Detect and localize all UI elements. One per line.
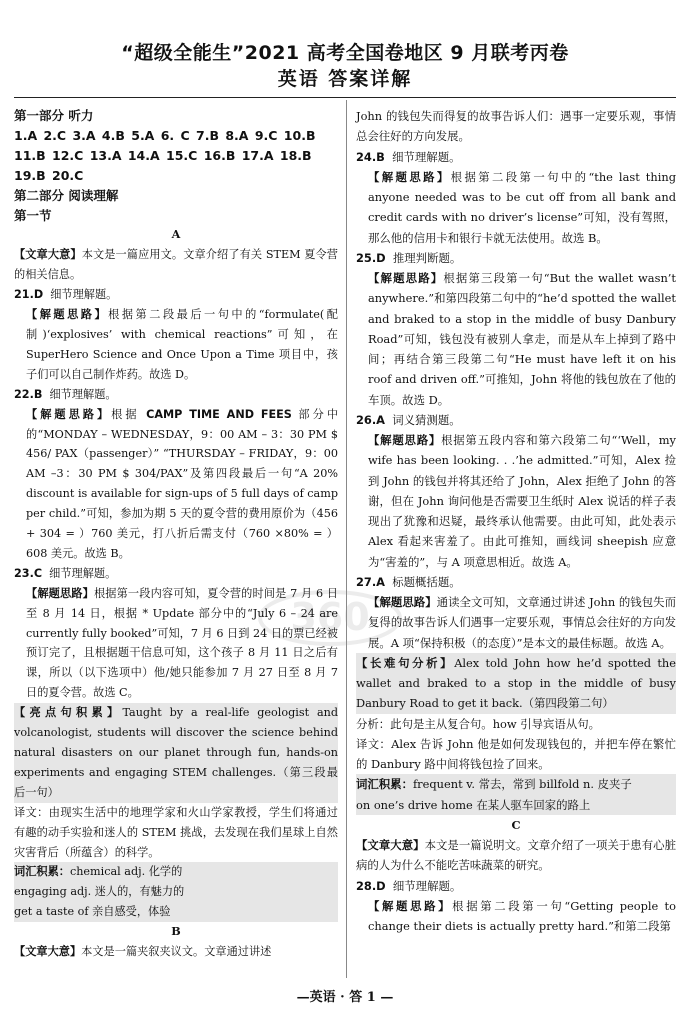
passage-label: C	[511, 817, 521, 832]
vocabulary-item: get a taste of 亲自感受，体验	[14, 905, 171, 919]
explanation-text: 根据第二段第一句中的“the last thing anyone needed was to be cut off from all bank and credit cards with no driver’s license”可知，没有驾照，那么他的信用卡和银行卡就无法使用。故选 B。	[368, 169, 676, 245]
summary-text: 本文是一篇应用文。文章介绍了有关 STEM 夏令营的相关信息。	[14, 248, 338, 282]
answer-row: 11.B 12.C 13.A 14.A 15.C 16.B 17.A 18.B	[14, 147, 312, 163]
long-sentence-paragraph	[356, 653, 676, 714]
question-number: 21.D	[14, 288, 44, 302]
highlight-paragraph	[14, 703, 338, 803]
explanation-tag: 【解题思路】	[368, 433, 442, 447]
long-sentence-text: Alex told John how he’d spotted the wallet and braked to a stop in the middle of busy Danbury Road to get it back.（第四段第二句）	[356, 655, 676, 711]
explanation-paragraph	[356, 896, 676, 937]
question-heading	[356, 410, 676, 430]
explanation-paragraph	[14, 305, 338, 385]
answer-row: 19.B 20.C	[14, 167, 84, 183]
question-type: 细节理解题。	[392, 878, 462, 893]
page-footer: —英语 · 答 1 —	[296, 990, 394, 1005]
vocabulary-tag: 词汇积累：	[356, 777, 413, 792]
summary-tag: 【文章大意】	[356, 838, 425, 852]
vocabulary-item: on one’s drive home 在某人驱车回家的路上	[356, 797, 591, 812]
explanation-tag: 【解题思路】	[368, 169, 451, 184]
explanation-tag: 【解题思路】	[26, 307, 109, 322]
question-type: 细节理解题。	[49, 566, 117, 580]
translation-paragraph: 译文：由现实生活中的地理学家和火山学家教授，学生们将通过有趣的动手实验和迷人的 STEM 挑战，去发现在我们星球上自然灾害背后（所蕴含）的科学。	[14, 805, 338, 859]
summary-paragraph	[356, 835, 676, 876]
question-number: 25.D	[356, 250, 386, 265]
section-heading: 第一节	[14, 207, 52, 223]
highlight-text: Taught by a real-life geologist and volcanologist, students will discover the science behind natural disasters on our planet through fun, hands-on experiments and engaging STEM challenges.（第三段最后一句）	[14, 706, 338, 799]
explanation-paragraph	[356, 430, 676, 572]
explanation-bold: CAMP TIME AND FEES	[146, 407, 292, 421]
vocabulary-box	[356, 774, 676, 815]
question-number: 23.C	[14, 566, 43, 580]
explanation-text: 部分中的“MONDAY – WEDNESDAY，9：00 AM – 3：30 PM $ 456/ PAX（passenger）” “THURSDAY – FRIDAY，9：00 AM –3：30 PM $ 304/PAX”及第四段最后一句“A 20% discount is available for sign-ups of 5 full days of camp per child.”可知，参加为期 5 天的夏令营的费用原价为（456 + 304 = ）760 美元，打八折后需支付（760 ×80% = ）608 美元。故选 B。	[26, 407, 339, 560]
right-column	[356, 106, 676, 936]
vocabulary-line	[356, 774, 676, 794]
question-heading	[14, 564, 338, 584]
long-sentence-box	[356, 653, 676, 714]
section-heading: 第二部分 阅读理解	[14, 187, 119, 203]
explanation-tag: 【解题思路】	[26, 585, 94, 600]
vocabulary-item: frequent v. 常去，常到 billfold n. 皮夹子	[412, 777, 632, 792]
vocabulary-tag: 词汇积累：	[14, 864, 70, 879]
question-heading	[356, 147, 676, 167]
summary-text: 本文是一篇说明文。文章介绍了一项关于患有心脏病的人为什么不能吃苦味蔬菜的研究。	[356, 838, 676, 873]
question-type: 细节理解题。	[49, 387, 117, 401]
question-heading	[356, 572, 676, 592]
highlight-sentence-box	[14, 703, 338, 803]
question-type: 细节理解题。	[392, 149, 461, 164]
translation-paragraph: 译文：Alex 告诉 John 他是如何发现钱包的，并把车停在繁忙的 Danbury 路中间将钱包捡了回来。	[356, 736, 676, 771]
explanation-paragraph	[356, 167, 676, 248]
explanation-paragraph	[356, 268, 676, 410]
vocabulary-line	[14, 862, 338, 882]
explanation-paragraph	[356, 592, 676, 653]
question-type: 细节理解题。	[50, 288, 118, 302]
question-heading	[14, 385, 338, 405]
question-type: 词义猜测题。	[392, 412, 461, 427]
header-divider	[14, 97, 676, 98]
explanation-text: 根据第二段最后一句中的“formulate(配制)‘explosives’ with chemical reactions”可知，在 SuperHero Science and Once Upon a Time 项目中，孩子们可以自己制作炸药。故选 D。	[26, 308, 338, 381]
section-heading: 第一部分 听力	[14, 108, 94, 123]
explanation-paragraph	[14, 584, 338, 703]
explanation-tag: 【解题思路】	[368, 271, 444, 285]
column-divider	[346, 100, 347, 978]
vocabulary-item: engaging adj. 迷人的，有魅力的	[14, 885, 185, 899]
summary-paragraph	[14, 942, 338, 962]
question-number: 24.B	[356, 149, 385, 164]
long-sentence-tag: 【长难句分析】	[356, 655, 455, 670]
explanation-tag: 【解题思路】	[368, 898, 453, 913]
summary-paragraph	[14, 245, 338, 285]
passage-label: B	[171, 924, 181, 939]
watermark-text: 360	[290, 595, 370, 639]
question-type: 标题概括题。	[392, 574, 461, 589]
explanation-text: 根据第二段第一句“Getting people to change their diets is actually pretty hard.”和第二段第	[368, 898, 676, 933]
explanation-text: 通读全文可知，文章通过讲述 John 的钱包失而复得的故事告诉人们遇事一定要乐观，事情总会往好的方向发展。A 项“保持积极（的态度）”是本文的最佳标题。故选 A。	[368, 595, 676, 650]
explanation-text: 根据第一段内容可知，夏令营的时间是 7 月 6 日至 8 月 14 日，根据 * Update 部分中的“July 6 – 24 are currently fully booked”可知，7 月 6 日到 24 日的票已经被预订完了，且根据题干信息可知，这个孩子 8 月 11 日之后有课，所以（以下选项中）他/她只能参加 7 月 27 日至 8 月 7 日的夏令营。故选 C。	[26, 586, 338, 700]
vocabulary-item: chemical adj. 化学的	[69, 865, 183, 879]
page-subtitle: 英语 答案详解	[277, 68, 413, 90]
analysis-paragraph: 分析：此句是主从复合句。how 引导宾语从句。	[356, 716, 600, 731]
question-type: 推理判断题。	[392, 250, 462, 265]
explanation-text: 根据第三段第一句“But the wallet wasn’t anywhere.”和第四段第二句中的“he’d spotted the wallet and braked to a stop in the middle of busy Danbury Road”可知，钱包没有被别人拿走，而是从车上掉到了路中间；再结合第三段第二句“He must have left it on his roof and driven off.”可推知，John 将他的钱包放在了他的车顶。故选 D。	[368, 271, 676, 407]
summary-tag: 【文章大意】	[14, 247, 82, 262]
question-heading	[356, 876, 676, 896]
vocabulary-box	[14, 862, 338, 922]
highlight-tag: 【亮点句积累】	[14, 705, 123, 720]
summary-continuation: John 的钱包失而得复的故事告诉人们：遇事一定要乐观，事情总会往好的方向发展。	[356, 109, 676, 144]
question-number: 26.A	[356, 412, 385, 427]
answer-row: 1.A 2.C 3.A 4.B 5.A 6. C 7.B 8.A 9.C 10.B	[14, 127, 316, 143]
question-heading	[14, 285, 338, 305]
explanation-paragraph	[14, 405, 338, 564]
left-column	[14, 106, 338, 962]
explanation-text: 根据	[111, 407, 147, 421]
question-number: 22.B	[14, 387, 43, 401]
page-title: “超级全能生”2021 高考全国卷地区 9 月联考丙卷	[121, 42, 569, 64]
summary-tag: 【文章大意】	[14, 944, 82, 959]
passage-label: A	[171, 227, 181, 242]
explanation-tag: 【解题思路】	[26, 406, 112, 421]
question-heading	[356, 248, 676, 268]
summary-text: 本文是一篇夹叙夹议文。文章通过讲述	[81, 945, 272, 959]
explanation-text: 根据第五段内容和第六段第二句“‘Well，my wife has been looking. . .’he admitted.”可知，Alex 捡到 John 的钱包并将其还给了 John，Alex 拒绝了 John 的答谢，但在 John 询问他是否需要卫生纸时 Alex 说话的样子表现出了犹豫和迟疑，最终承认他需要。由此可知，此处表示 Alex 看起来害羞了。由此可推知，画线词 sheepish 应意为“害羞的”，与 A 项意思相近。故选 A。	[368, 433, 676, 569]
explanation-tag: 【解题思路】	[368, 595, 437, 609]
question-number: 27.A	[356, 574, 385, 589]
question-number: 28.D	[356, 878, 386, 893]
